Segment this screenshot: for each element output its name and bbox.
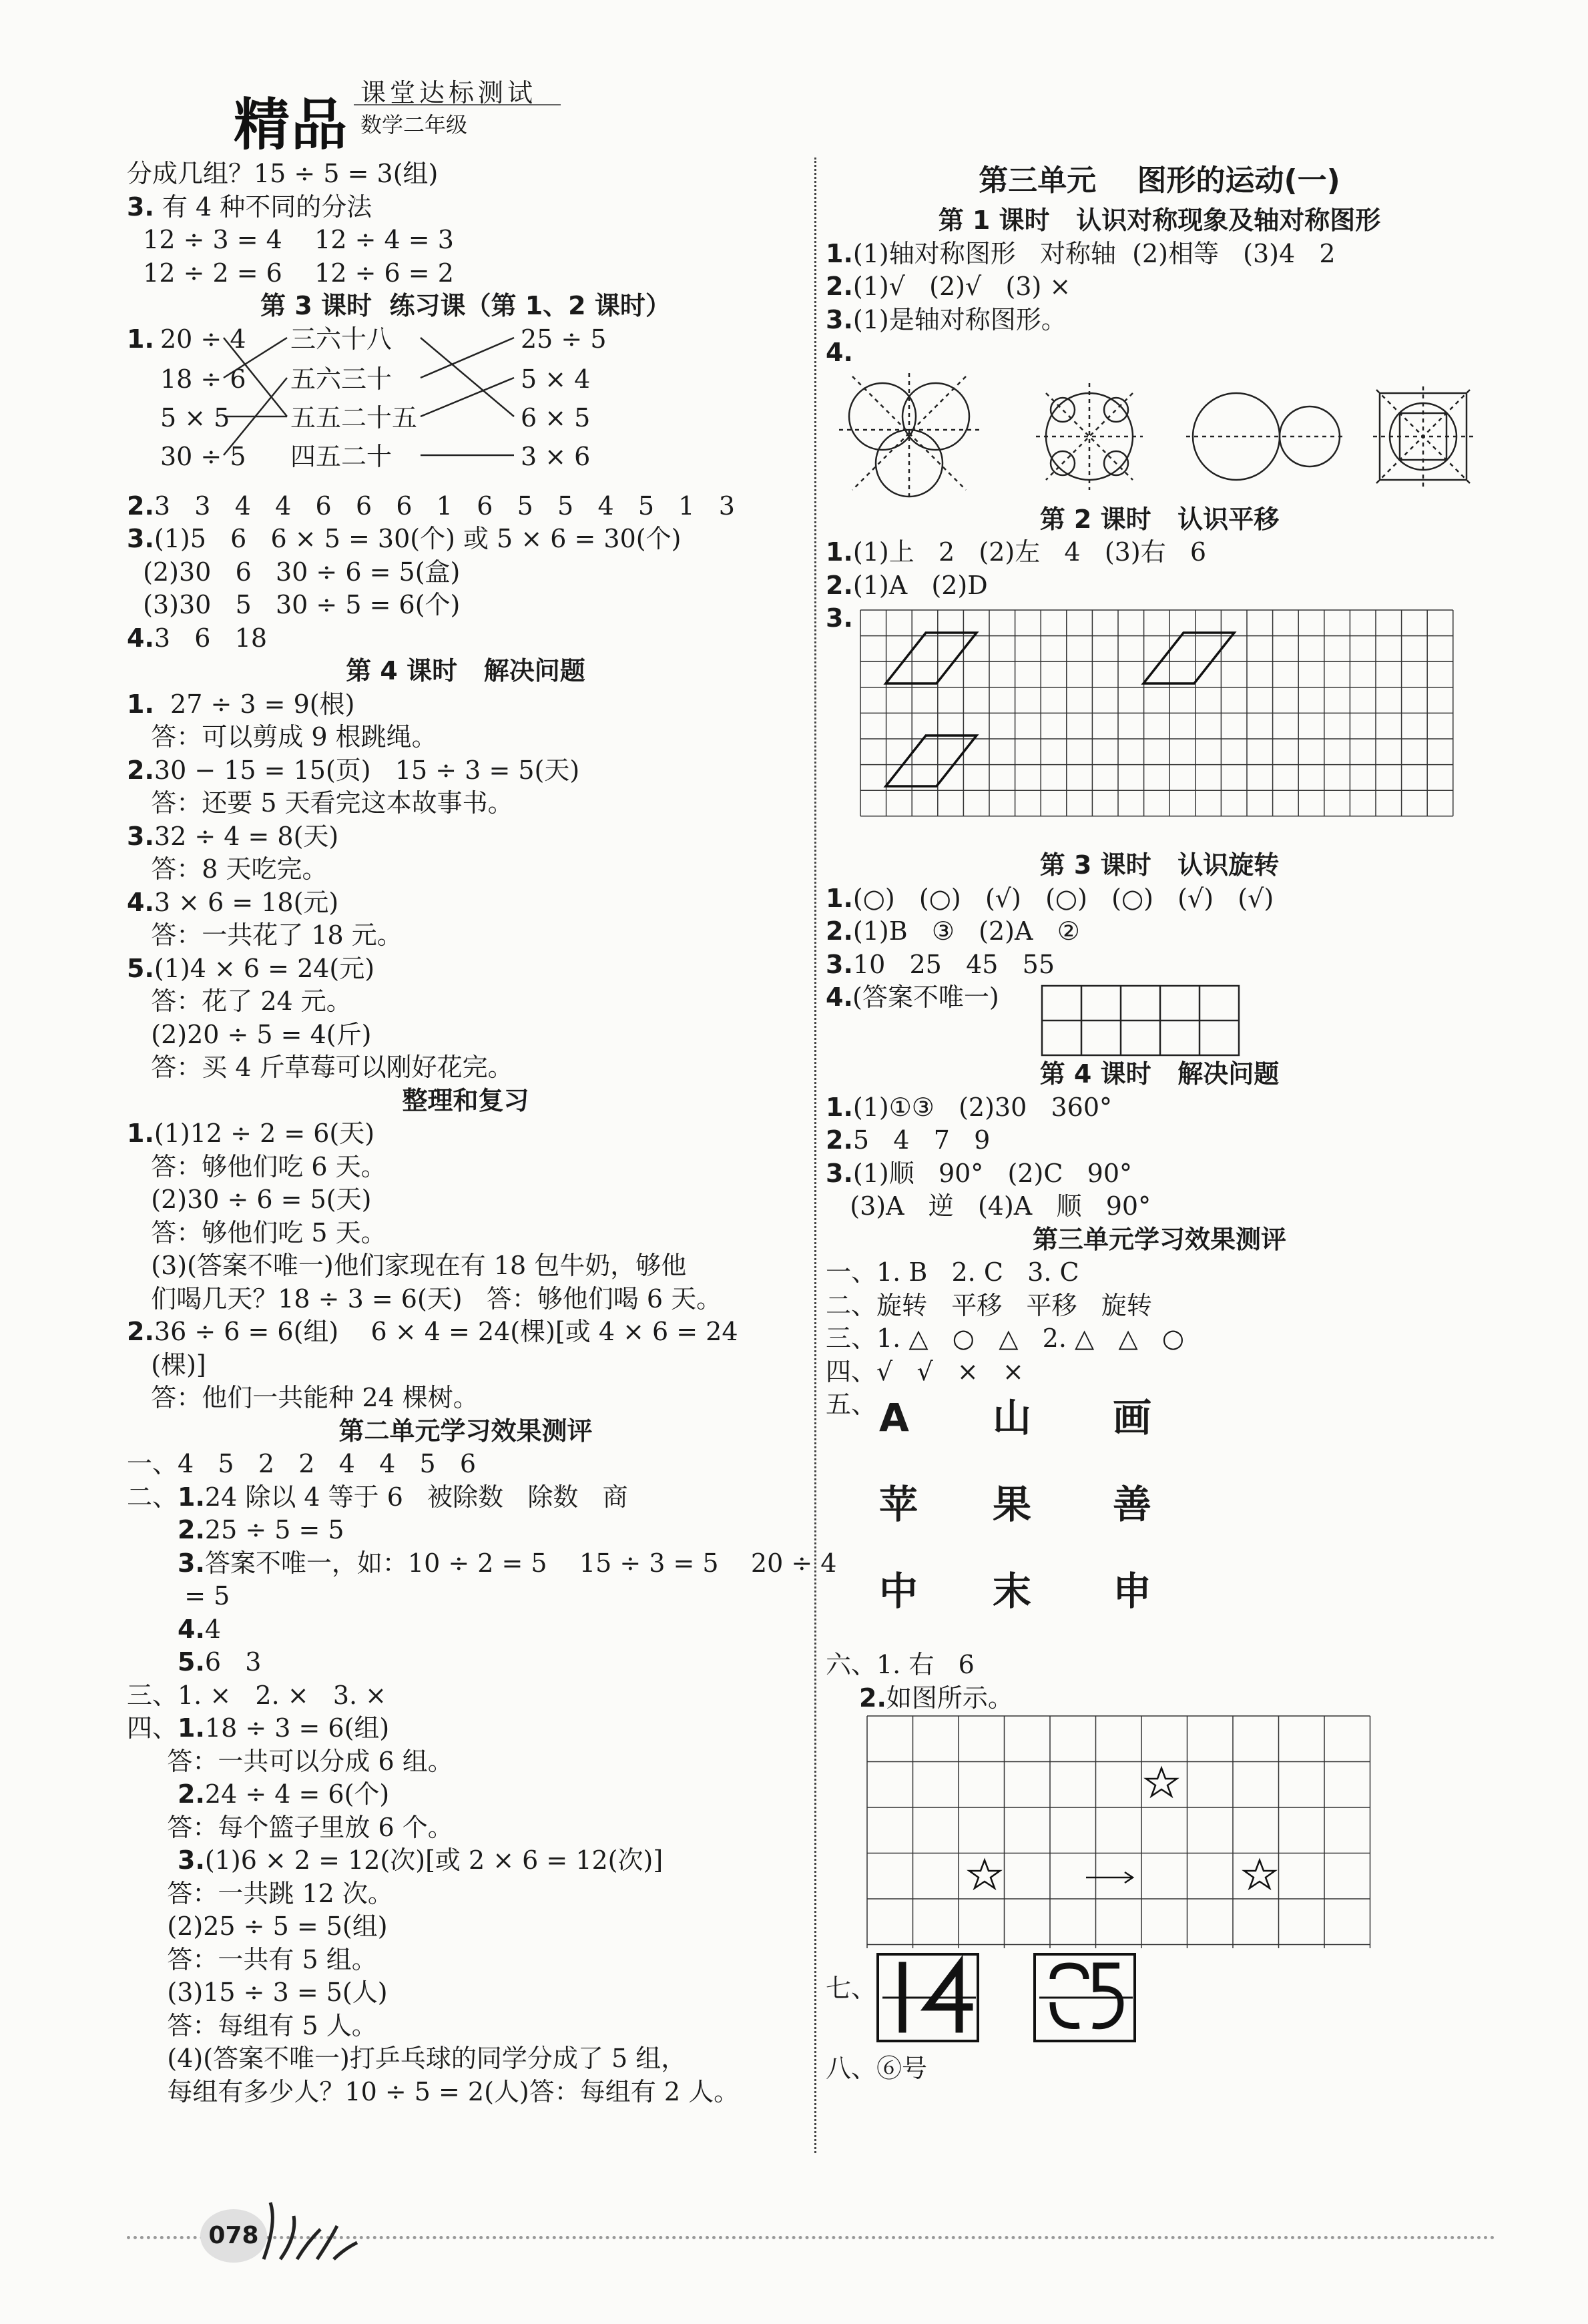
matching-exercise <box>127 323 804 490</box>
item-number: 2. <box>826 272 853 301</box>
answer-line: 六、1. 右 6 <box>826 1650 975 1679</box>
answer-text: 如图所示。 <box>886 1683 1013 1713</box>
answer-text: 36 ÷ 6 = 6(组) 6 × 4 = 24(棵)[或 4 × 6 = 24 <box>154 1317 738 1346</box>
item-number: 1. <box>826 1092 853 1122</box>
answer-line: (4)(答案不唯一)打乒乓球的同学分成了 5 组， <box>127 2044 687 2073</box>
brand-logo: 精品 <box>234 92 349 158</box>
answer-line: 答：一共有 5 组。 <box>127 1944 377 1974</box>
mirror-figure-14 <box>876 1952 983 2046</box>
answer-line <box>127 886 804 920</box>
rotation-exercise <box>826 981 1493 1058</box>
answer-text: 24 除以 4 等于 6 被除数 除数 商 <box>204 1482 628 1512</box>
answer-line <box>127 1316 804 1349</box>
answer-text: 27 ÷ 3 = 9(根) <box>154 689 355 719</box>
symmetric-char: 果 <box>993 1482 1032 1527</box>
right-column <box>826 158 1493 2086</box>
match-left-item: 18 ÷ 6 <box>160 364 246 394</box>
item-number: 1. <box>127 689 154 719</box>
section-heading: 第 1 课时 认识对称现象及轴对称图形 <box>938 206 1381 235</box>
rotation-grid <box>1041 984 1241 1058</box>
item-number: 2. <box>127 491 154 521</box>
answer-line <box>127 1117 804 1151</box>
item-number: 3. <box>127 524 154 553</box>
left-column <box>127 158 837 2108</box>
item-number: 1. <box>127 1119 154 1148</box>
answer-line: 答：8 天吃完。 <box>127 854 328 884</box>
item-number: 1. <box>826 883 853 913</box>
answer-text: (答案不唯一) <box>852 982 999 1012</box>
section-heading: 第二单元学习效果测评 <box>338 1416 593 1446</box>
item-number: 2. <box>826 916 853 946</box>
section-heading: 第 4 课时 解决问题 <box>346 656 585 685</box>
page-header <box>220 67 567 158</box>
item-number: 4. <box>127 623 154 653</box>
item-number: 1. <box>178 1482 205 1512</box>
column-divider <box>814 158 816 2153</box>
answer-line <box>127 1712 804 1745</box>
section-label: 五、 <box>826 1390 877 1419</box>
answer-line: (2)20 ÷ 5 = 4(斤) <box>127 1019 372 1049</box>
match-right-item: 3 × 6 <box>521 441 591 471</box>
answer-line <box>127 191 804 224</box>
answer-line: 二、旋转 平移 平移 旋转 <box>826 1290 1152 1320</box>
answer-text: (1)顺 90° (2)C 90° <box>852 1158 1133 1188</box>
section-heading: 第 3 课时 认识旋转 <box>1039 850 1280 880</box>
answer-line: 八、⑥号 <box>826 2054 928 2083</box>
section-heading: 第三单元学习效果测评 <box>1032 1224 1286 1254</box>
symmetry-figure-wheel <box>1036 383 1143 490</box>
answer-text: (1)√ (2)√ (3) × <box>852 272 1071 301</box>
item-number: 2. <box>127 1317 154 1346</box>
answer-line: (棵)] <box>127 1350 206 1380</box>
subject-label: 数学二年级 <box>360 112 468 137</box>
answer-line: 三、1. △ ○ △ 2. △ △ ○ <box>826 1324 1185 1353</box>
answer-text: 30 − 15 = 15(页) 15 ÷ 3 = 5(天) <box>154 755 580 785</box>
section-heading: 第 2 课时 认识平移 <box>1039 504 1280 534</box>
answer-line <box>127 754 804 788</box>
answer-line <box>826 1091 1493 1125</box>
answer-text: 3 6 18 <box>154 623 268 653</box>
parallelogram <box>886 736 977 786</box>
answer-text: (1)上 2 (2)左 4 (3)右 6 <box>852 537 1207 567</box>
item-number: 1. <box>826 537 853 567</box>
translation-grid <box>859 609 1467 842</box>
answer-text: 答案不唯一，如：10 ÷ 2 = 5 15 ÷ 3 = 5 20 ÷ 4 <box>204 1548 837 1578</box>
answer-line: 答：花了 24 元。 <box>127 986 352 1016</box>
answer-line: 答：他们一共能种 24 棵树。 <box>127 1383 479 1412</box>
item-number: 2. <box>826 570 853 600</box>
answer-text: 3 3 4 4 6 6 6 1 6 5 5 4 5 1 3 <box>154 491 735 521</box>
section-label: 二、 <box>127 1482 178 1512</box>
answer-text: 3 × 6 = 18(元) <box>154 887 339 917</box>
answer-line <box>127 1514 804 1547</box>
answer-line <box>826 536 1493 569</box>
series-title: 课堂达标测试 <box>360 78 537 107</box>
answer-line: (2)30 ÷ 6 = 5(天) <box>127 1185 372 1214</box>
answer-line: 答：一共可以分成 6 组。 <box>127 1746 453 1776</box>
item-number: 1. <box>178 1713 205 1743</box>
section-heading: 整理和复习 <box>402 1085 529 1115</box>
answer-line: 答：可以剪成 9 根跳绳。 <box>127 722 437 752</box>
answer-text: 4 <box>204 1614 222 1644</box>
answer-line <box>826 948 1493 982</box>
answer-text: (1)①③ (2)30 360° <box>852 1092 1113 1122</box>
answer-line <box>127 490 804 523</box>
answer-line: 每组有多少人？10 ÷ 5 = 2(人)答：每组有 2 人。 <box>127 2076 740 2106</box>
symmetry-figure-circles <box>839 373 979 500</box>
answer-line: 一、4 5 2 2 4 4 5 6 <box>127 1449 477 1478</box>
match-mid-item: 五五二十五 <box>290 402 418 432</box>
symmetric-char: 末 <box>993 1568 1032 1614</box>
star-icon <box>1244 1860 1275 1888</box>
item-number: 3. <box>826 603 853 633</box>
answer-text: 10 25 45 55 <box>852 949 1055 979</box>
page-number: 078 <box>200 2209 267 2263</box>
answer-line <box>127 1646 804 1679</box>
answer-text: 有 4 种不同的分法 <box>154 192 372 222</box>
answer-line: 12 ÷ 3 = 4 12 ÷ 4 = 3 <box>127 225 454 254</box>
item-number: 4. <box>178 1614 205 1644</box>
answer-line: 三、1. × 2. × 3. × <box>127 1680 386 1710</box>
item-number: 2. <box>127 755 154 785</box>
answer-line: 们喝几天？18 ÷ 3 = 6(天) 答：够他们喝 6 天。 <box>127 1283 722 1314</box>
symmetric-char: 苹 <box>879 1482 918 1527</box>
item-number: 2. <box>826 1125 853 1155</box>
item-number: 2. <box>859 1683 886 1713</box>
match-mid-item: 三六十八 <box>290 324 392 354</box>
match-line <box>421 378 514 416</box>
answer-text: 18 ÷ 3 = 6(组) <box>204 1713 390 1743</box>
answer-line: (3)30 5 30 ÷ 5 = 6(个) <box>127 590 461 619</box>
answer-line: 答：还要 5 天看完这本故事书。 <box>127 788 513 818</box>
answer-line: 答：每个篮子里放 6 个。 <box>127 1812 453 1842</box>
star-translation-grid <box>866 1715 1400 1948</box>
item-number: 1. <box>127 324 154 354</box>
item-number: 4. <box>826 338 853 367</box>
match-mid-item: 四五二十 <box>290 441 392 471</box>
answer-line <box>826 1682 1493 1715</box>
grass-decoration-icon <box>257 2196 364 2269</box>
answer-text: (1)B ③ (2)A ② <box>852 916 1080 946</box>
answer-text: (○) (○) (√) (○) (○) (√) (√) <box>852 883 1274 913</box>
item-number: 4. <box>826 982 853 1012</box>
answer-line <box>826 238 1493 271</box>
answer-line: 四、√ √ × × <box>826 1356 1024 1386</box>
item-number: 5. <box>178 1647 205 1677</box>
parallelogram <box>886 633 977 683</box>
answer-line: 答：买 4 斤草莓可以刚好花完。 <box>127 1053 513 1082</box>
answer-line <box>127 1844 804 1877</box>
answer-text: (1)轴对称图形 对称轴 (2)相等 (3)4 2 <box>852 238 1336 268</box>
answer-line <box>826 915 1493 948</box>
star-icon <box>1146 1768 1177 1796</box>
star-icon <box>969 1860 1000 1888</box>
answer-text: 6 3 <box>204 1647 262 1677</box>
answer-line <box>826 270 1493 304</box>
answer-text: (1)4 × 6 = 24(元) <box>154 953 375 983</box>
section-label: 四、 <box>127 1713 178 1743</box>
answer-line: (2)30 6 30 ÷ 6 = 5(盒) <box>127 557 461 587</box>
answer-line <box>127 952 804 986</box>
answer-line <box>826 336 1493 370</box>
item-number: 1. <box>826 238 853 268</box>
answer-line <box>127 688 804 721</box>
unit-title: 第三单元 图形的运动(一) <box>979 164 1340 198</box>
answer-line: 分成几组？15 ÷ 5 = 3(组) <box>127 159 439 188</box>
answer-text: (1)A (2)D <box>852 570 988 600</box>
section-label: 七、 <box>826 1974 877 2003</box>
symmetric-characters <box>826 1388 1493 1649</box>
answer-text: (1)5 6 6 × 5 = 30(个) 或 5 × 6 = 30(个) <box>154 524 682 553</box>
answer-line: 答：一共花了 18 元。 <box>127 920 403 950</box>
answer-line: (3)(答案不唯一)他们家现在有 18 包牛奶，够他 <box>127 1251 687 1280</box>
answer-line <box>826 569 1493 603</box>
match-line <box>421 338 514 416</box>
parallelogram <box>1143 633 1234 683</box>
item-number: 3. <box>826 949 853 979</box>
item-number: 4. <box>127 887 154 917</box>
item-number: 3. <box>826 1158 853 1188</box>
symmetry-figure-square <box>1373 386 1473 487</box>
header-rule <box>354 104 561 105</box>
match-left-item: 20 ÷ 4 <box>160 324 246 354</box>
symmetry-figures <box>826 370 1493 503</box>
item-number: 3. <box>127 821 154 851</box>
symmetric-char: 山 <box>993 1395 1032 1440</box>
symmetric-char: 画 <box>1113 1395 1152 1440</box>
symmetric-char: 善 <box>1113 1482 1152 1527</box>
item-number: 3. <box>178 1845 205 1875</box>
answer-text: (1)是轴对称图形。 <box>852 304 1067 334</box>
match-left-item: 30 ÷ 5 <box>160 441 246 471</box>
match-line <box>421 338 514 378</box>
answer-line: 答：一共跳 12 次。 <box>127 1878 393 1908</box>
answer-line: 答：够他们吃 6 天。 <box>127 1151 386 1181</box>
section-heading: 第 4 课时 解决问题 <box>1039 1059 1280 1089</box>
item-number: 3. <box>826 304 853 334</box>
item-number: 2. <box>178 1515 205 1544</box>
answer-line <box>127 1547 837 1580</box>
answer-text: 25 ÷ 5 = 5 <box>204 1515 344 1544</box>
answer-line <box>826 882 1493 916</box>
answer-line: 答：够他们吃 5 天。 <box>127 1217 386 1247</box>
answer-text: 5 4 7 9 <box>852 1125 991 1155</box>
answer-line <box>127 622 804 655</box>
answer-line <box>127 1778 804 1811</box>
match-left-item: 5 × 5 <box>160 402 230 432</box>
answer-text: 24 ÷ 4 = 6(个) <box>204 1779 390 1809</box>
answer-line <box>127 820 804 854</box>
translation-exercise <box>826 602 1493 849</box>
symmetric-char: A <box>879 1395 909 1440</box>
answer-line: (2)25 ÷ 5 = 5(组) <box>127 1912 388 1941</box>
answer-text: (1)12 ÷ 2 = 6(天) <box>154 1119 375 1148</box>
item-number: 3. <box>178 1548 205 1578</box>
answer-line <box>826 1157 1493 1191</box>
section-heading: 第 3 课时 练习课（第 1、2 课时） <box>260 291 671 320</box>
answer-line: 12 ÷ 2 = 6 12 ÷ 6 = 2 <box>127 258 454 288</box>
answer-line: (3)A 逆 (4)A 顺 90° <box>826 1191 1151 1221</box>
answer-line <box>826 1124 1493 1157</box>
match-right-item: 5 × 4 <box>521 364 591 394</box>
symmetric-char: 申 <box>1113 1568 1152 1614</box>
match-right-item: 25 ÷ 5 <box>521 324 607 354</box>
answer-line: 一、1. B 2. C 3. C <box>826 1257 1079 1287</box>
match-right-item: 6 × 5 <box>521 402 591 432</box>
answer-text: 32 ÷ 4 = 8(天) <box>154 821 339 851</box>
mirror-figure-25 <box>1033 1952 1139 2046</box>
answer-line <box>127 1613 804 1647</box>
answer-line <box>826 304 1493 337</box>
answer-line: (3)15 ÷ 3 = 5(人) <box>127 1978 388 2007</box>
symmetric-char: 中 <box>879 1568 918 1614</box>
answer-line: = 5 <box>160 1581 230 1611</box>
mirror-exercise <box>826 1952 1493 2052</box>
item-number: 2. <box>178 1779 205 1809</box>
answer-line <box>127 523 804 556</box>
answer-line: 答：每组有 5 人。 <box>127 2010 377 2040</box>
answer-text: (1)6 × 2 = 12(次)[或 2 × 6 = 12(次)] <box>204 1845 664 1875</box>
item-number: 5. <box>127 953 154 983</box>
answer-line <box>127 1481 804 1514</box>
symmetry-figure-two-circles <box>1186 393 1346 480</box>
item-number: 3. <box>127 192 154 222</box>
match-mid-item: 五六三十 <box>290 364 392 394</box>
